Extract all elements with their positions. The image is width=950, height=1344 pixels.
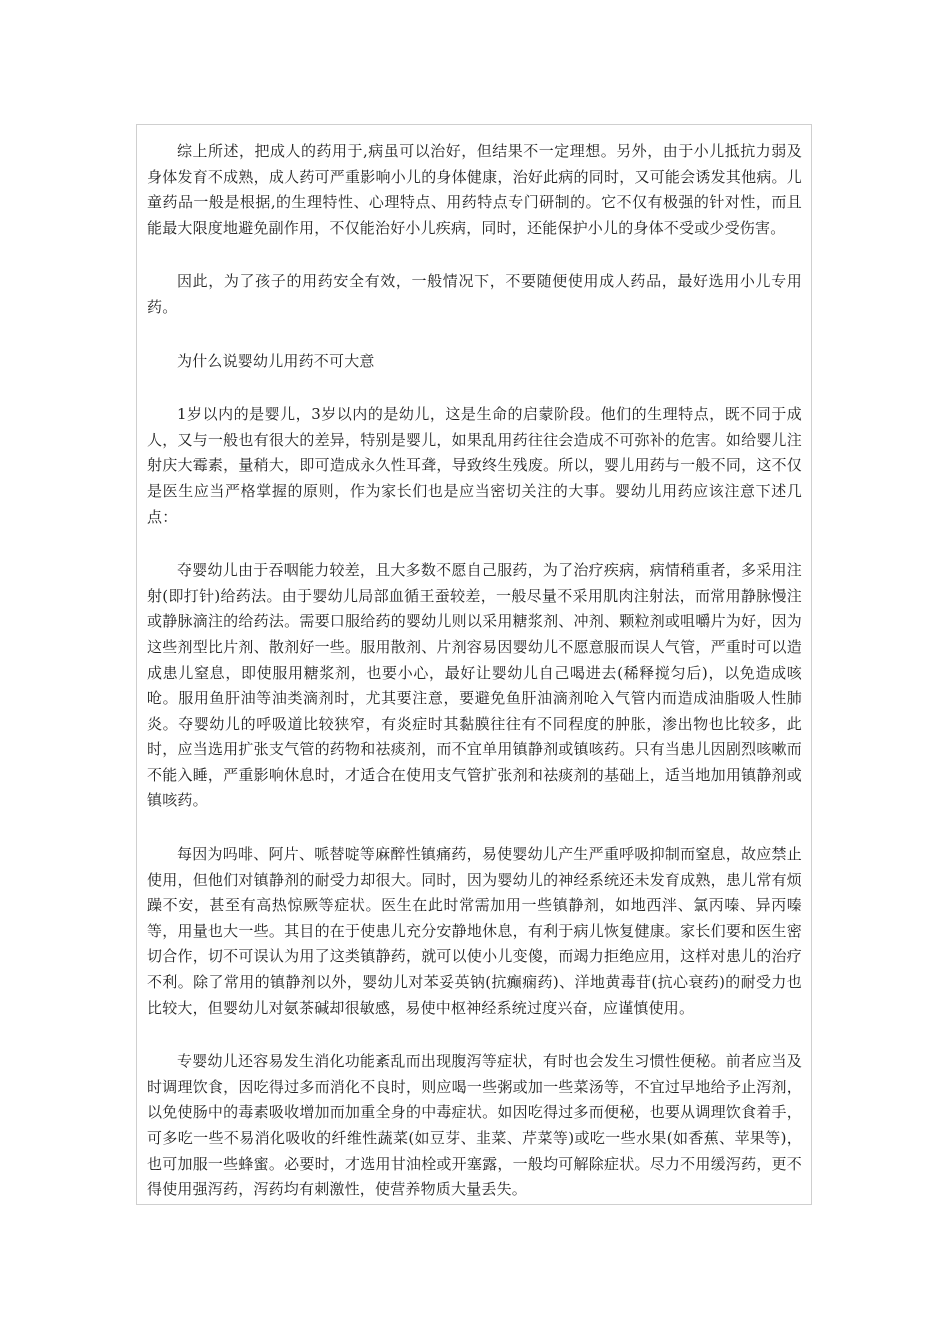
document-body: [147, 139, 802, 1231]
section-heading: 为什么说婴幼儿用药不可大意: [177, 351, 375, 370]
paragraph-infant-intro: 1岁以内的是婴儿，3岁以内的是幼儿，这是生命的启蒙阶段。他们的生理特点，既不同于成人，又与一般也有很大的差异，特别是婴儿，如果乱用药往往会造成不可弥补的危害。如给婴儿注射庆大霉素，量稍大，即可造成永久性耳聋，导致终生残废。所以，婴儿用药与一般不同，这不仅是医生应当严格掌握的原则，作为家长们也是应当密切关注的大事。婴幼儿用药应该注意下述几点：: [147, 405, 802, 526]
paragraph-administration: 夺婴幼儿由于吞咽能力较差，且大多数不愿自己服药，为了治疗疾病，病情稍重者，多采用注射(即打针)给药法。由于婴幼儿局部血循王蚕较差，一般尽量不采用肌肉注射法，而常用静脉慢注或静脉滴注的给药法。需要口服给药的婴幼儿则以采用糖浆剂、冲剂、颗粒剂或咀嚼片为好，因为这些剂型比片剂、散剂好一些。服用散剂、片剂容易因婴幼儿不愿意服而误人气管，严重时可以造成患儿窒息，即使服用糖浆剂，也要小心，最好让婴幼儿自己喝进去(稀释搅匀后)，以免造成咳呛。服用鱼肝油等油类滴剂时，尤其要注意，要避免鱼肝油滴剂呛入气管内而造成油脂吸人性肺炎。夺婴幼儿的呼吸道比较狭窄，有炎症时其黏膜往往有不同程度的肿胀，渗出物也比较多，此时，应当选用扩张支气管的药物和祛痰剂，而不宜单用镇静剂或镇咳药。只有当患儿因剧烈咳嗽而不能入睡，严重影响休息时，才适合在使用支气管扩张剂和祛痰剂的基础上，适当地加用镇静剂或镇咳药。: [147, 561, 802, 810]
paragraph-digestion: 专婴幼儿还容易发生消化功能紊乱而出现腹泻等症状，有时也会发生习惯性便秘。前者应当及时调理饮食，因吃得过多而消化不良时，则应喝一些粥或加一些菜汤等，不宜过早地给予止泻剂，以免使肠中的毒素吸收增加而加重全身的中毒症状。如因吃得过多而便秘，也要从调理饮食着手，可多吃一些不易消化吸收的纤维性蔬菜(如豆芽、韭菜、芹菜等)或吃一些水果(如香蕉、苹果等)，也可加服一些蜂蜜。必要时，才选用甘油栓或开塞露，一般均可解除症状。尽力不用缓泻药，更不得使用强泻药，泻药均有刺激性，使营养物质大量丢失。: [147, 1052, 802, 1199]
paragraph-conclusion: 因此，为了孩子的用药安全有效，一般情况下，不要随便使用成人药品，最好选用小儿专用药。: [147, 272, 802, 316]
paragraph-summary: 综上所述，把成人的药用于,病虽可以治好，但结果不一定理想。另外，由于小儿抵抗力弱及身体发育不成熟，成人药可严重影响小儿的身体健康，治好此病的同时，又可能会诱发其他病。儿童药品一般是根据,的生理特性、心理特点、用药特点专门研制的。它不仅有极强的针对性，而且能最大限度地避免副作用，不仅能治好小儿疾病，同时，还能保护小儿的身体不受或少受伤害。: [147, 142, 802, 237]
paragraph-sedatives: 每因为吗啡、阿片、哌替啶等麻醉性镇痛药，易使婴幼儿产生严重呼吸抑制而窒息，故应禁止使用，但他们对镇静剂的耐受力却很大。同时，因为婴幼儿的神经系统还未发育成熟，患儿常有烦躁不安，甚至有高热惊厥等症状。医生在此时常需加用一些镇静剂，如地西泮、氯丙嗪、异丙嗪等，用量也大一些。其目的在于使患儿充分安静地休息，有利于病儿恢复健康。家长们要和医生密切合作，切不可误认为用了这类镇静药，就可以使小儿变傻，而竭力拒绝应用，这样对患儿的治疗不利。除了常用的镇静剂以外，婴幼儿对苯妥英钠(抗癫痫药)、洋地黄毒苷(抗心衰药)的耐受力也比较大，但婴幼儿对氨茶碱却很敏感，易使中枢神经系统过度兴奋，应谨慎使用。: [147, 845, 802, 1017]
document-frame: [136, 124, 812, 1205]
